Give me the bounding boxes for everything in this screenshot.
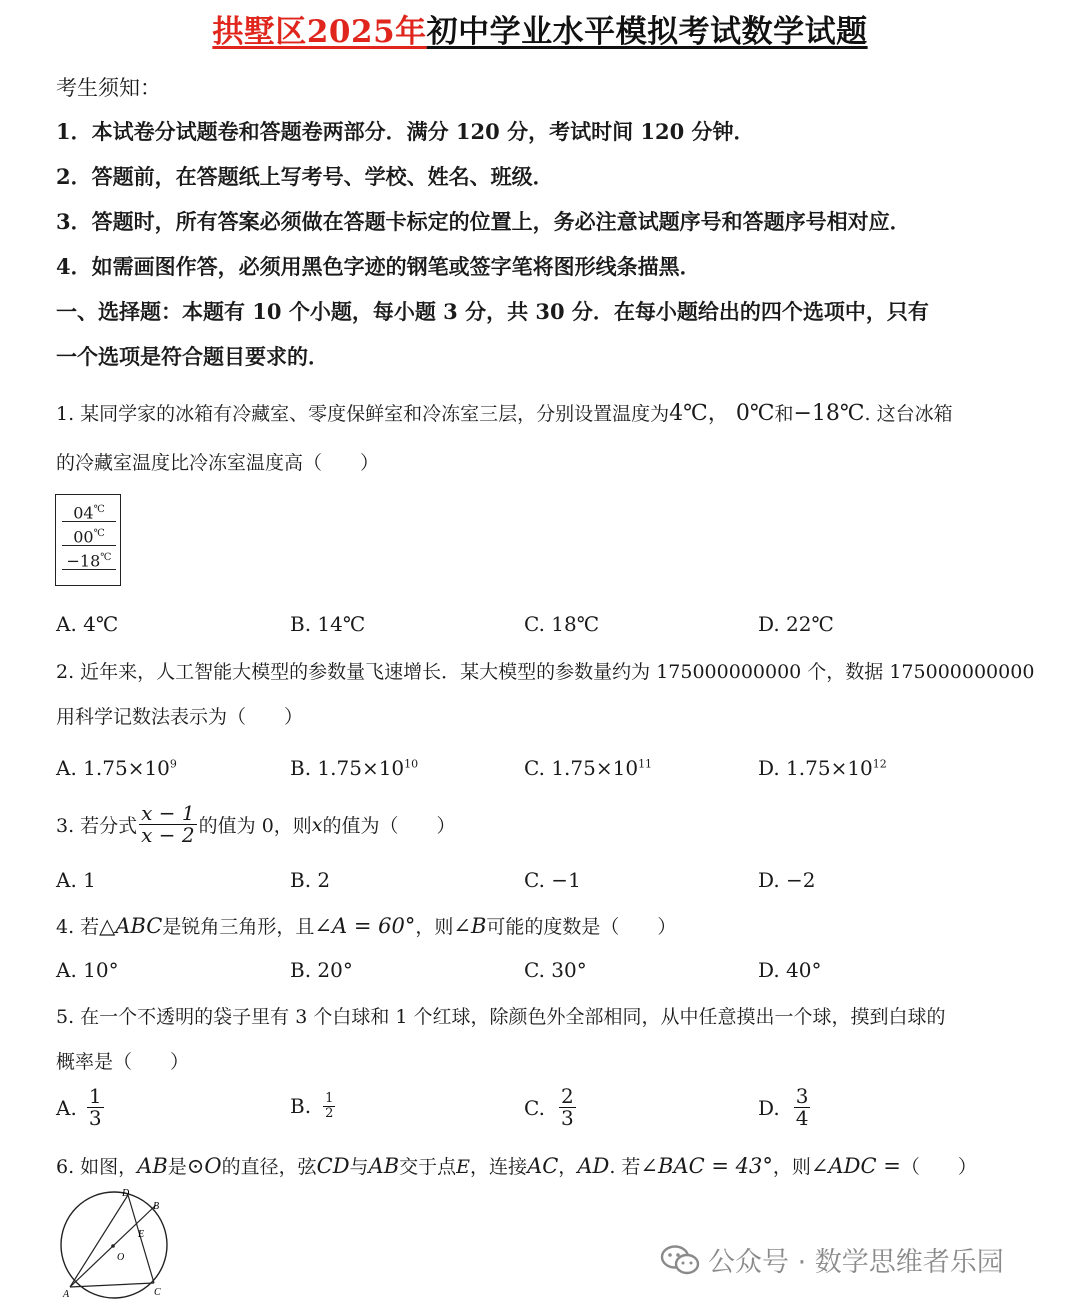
q5-option-a-num: 1 [88, 1084, 102, 1108]
q5-option-b [290, 1092, 337, 1120]
q2-line1: 2. 近年来，人工智能大模型的参数量飞速增长．某大模型的参数量约为 175000000000 个，数据 175000000000 [56, 661, 1035, 683]
q6-e: E [456, 1156, 471, 1178]
q5-option-c-label: C. [524, 1095, 545, 1120]
q6-text-1: 6. 如图， [56, 1156, 138, 1178]
q3-mid: 的值为 0，则 [198, 815, 312, 837]
segment-ac [70, 1283, 154, 1287]
q1-text-a: 1. 某同学家的冰箱有冷藏室、零度保鲜室和冷冻室三层，分别设置温度为 [56, 403, 670, 425]
q6-ac: AC [527, 1154, 559, 1178]
q5-option-d-fraction [794, 1086, 811, 1129]
q3-numerator: x − 1 [141, 801, 195, 825]
q1-option-b: B. 14℃ [290, 612, 366, 636]
q5-option-d-label: D. [758, 1095, 780, 1120]
fridge-row-1 [62, 498, 116, 522]
q3-var: x [311, 813, 323, 836]
fridge-temp-3: −18 [66, 551, 101, 571]
center-point [111, 1244, 115, 1248]
notice-item-4: 4．如需画图作答，必须用黑色字迹的钢笔或签字笔将图形线条描黑． [56, 254, 701, 279]
q6-ab-2: AB [368, 1154, 400, 1178]
q2-option-b-exp: 10 [404, 757, 419, 771]
q5-option-b-fraction [323, 1092, 335, 1120]
q6-text-2: 是 [167, 1156, 187, 1178]
q2-option-d-exp: 12 [872, 757, 887, 771]
section-heading-line2: 一个选项是符合题目要求的． [56, 344, 329, 369]
watermark [660, 1240, 1004, 1279]
label-e: E [138, 1229, 145, 1240]
q4-line [56, 912, 676, 939]
q5-option-d-den: 4 [795, 1106, 809, 1130]
q5-option-a [56, 1086, 106, 1129]
q2-option-c-exp: 11 [638, 757, 653, 771]
q4-prefix: 4. 若 [56, 916, 100, 938]
q5-option-b-num: 1 [325, 1091, 334, 1106]
q3-prefix: 3. 若分式 [56, 815, 138, 837]
notice-item-2: 2．答题前，在答题纸上写考号、学校、姓名、班级． [56, 164, 554, 189]
label-c: C [154, 1287, 161, 1298]
label-a: A [63, 1289, 70, 1300]
fridge-figure [55, 494, 121, 586]
q6-text-3: 的直径，弦 [221, 1156, 317, 1178]
q4-triangle: △ABC [99, 914, 163, 938]
q1-temp3: −18℃ [793, 401, 865, 426]
title-main: 初中学业水平模拟考试数学试题 [426, 14, 868, 50]
notice-item-1: 1．本试卷分试题卷和答题卷两部分．满分 120 分，考试时间 120 分钟． [56, 119, 755, 144]
q6-ab: AB [137, 1154, 168, 1178]
label-b: B [153, 1201, 160, 1212]
wechat-icon [660, 1244, 700, 1276]
q1-option-a: A. 4℃ [56, 612, 119, 636]
q4-angle-a: ∠A = 60° [314, 914, 416, 938]
q4-mid2: ，则 [415, 916, 454, 938]
q2-option-b-base: 1.75×10 [317, 756, 405, 780]
q2-option-a-label: A. [56, 756, 77, 780]
section-heading-line1: 一、选择题：本题有 10 个小题，每小题 3 分，共 30 分．在每小题给出的四个选项中，只有 [56, 299, 929, 324]
q1-option-c: C. 18℃ [524, 612, 600, 636]
q1-temp1: 4℃， [669, 401, 730, 426]
q2-line2: 用科学记数法表示为（ ） [56, 706, 304, 728]
title-district-year: 拱墅区2025年 [212, 14, 427, 50]
segment-ad [70, 1195, 128, 1287]
notice-item-3: 3．答题时，所有答案必须做在答题卡标定的位置上，务必注意试题序号和答题序号相对应． [56, 209, 911, 234]
q3-option-d: D. −2 [758, 868, 816, 892]
q5-option-d-num: 3 [795, 1084, 809, 1108]
q4-mid1: 是锐角三角形，且 [162, 916, 315, 938]
fridge-unit-2: ℃ [93, 528, 105, 539]
q6-text-8: . 若 [609, 1156, 641, 1178]
q2-option-b [290, 756, 418, 780]
q5-option-c-den: 3 [560, 1106, 574, 1130]
q3-option-a: A. 1 [56, 868, 96, 892]
fridge-row-3 [62, 546, 116, 570]
q2-option-b-label: B. [290, 756, 312, 780]
q4-angle-b: ∠B [453, 914, 487, 938]
q6-line [56, 1152, 977, 1179]
q2-option-c-label: C. [524, 756, 545, 780]
q6-text-10: （ ） [900, 1156, 977, 1178]
q5-option-c-num: 2 [560, 1084, 574, 1108]
q5-option-b-den: 2 [325, 1105, 334, 1121]
fridge-temp-2: 00 [73, 527, 94, 547]
q5-option-c [524, 1086, 578, 1129]
q3-line [56, 803, 456, 846]
watermark-text: 公众号 · 数学思维者乐园 [708, 1247, 1004, 1278]
q3-option-b: B. 2 [290, 868, 331, 892]
q2-option-c-base: 1.75×10 [551, 756, 639, 780]
q3-option-c: C. −1 [524, 868, 581, 892]
q6-angle-adc: ∠ADC = [810, 1154, 901, 1178]
q2-option-a [56, 756, 177, 780]
q1-option-d: D. 22℃ [758, 612, 834, 636]
label-o: O [117, 1252, 125, 1263]
q5-option-d [758, 1086, 812, 1129]
q6-text-6: ，连接 [470, 1156, 528, 1178]
q5-option-a-fraction [87, 1086, 104, 1129]
q5-option-a-label: A. [56, 1095, 77, 1120]
q3-suffix: 的值为（ ） [322, 815, 456, 837]
fridge-unit-1: ℃ [93, 504, 105, 515]
circle-geometry-figure [56, 1183, 172, 1301]
q4-option-a: A. 10° [56, 958, 119, 982]
q5-line2: 概率是（ ） [56, 1051, 190, 1073]
q2-option-d-base: 1.75×10 [786, 756, 873, 780]
q6-ad: AD [577, 1154, 610, 1178]
q6-text-5: 交于点 [399, 1156, 457, 1178]
fridge-temp-1: 04 [73, 503, 94, 523]
q2-option-a-base: 1.75×10 [83, 756, 170, 780]
label-d: D [122, 1188, 130, 1199]
q6-text-7: ， [558, 1156, 578, 1178]
q3-fraction [139, 803, 196, 846]
q6-text-4: 与 [349, 1156, 369, 1178]
fridge-unit-3: ℃ [100, 552, 112, 563]
q1-temp2: 0℃ [735, 401, 775, 426]
q5-option-c-fraction [559, 1086, 576, 1129]
q3-denominator: x − 2 [141, 823, 195, 847]
notice-heading: 考生须知： [56, 76, 161, 100]
q1-and: 和 [774, 403, 794, 425]
q2-option-c [524, 756, 652, 780]
q5-option-b-label: B. [290, 1094, 312, 1119]
q5-line1: 5. 在一个不透明的袋子里有 3 个白球和 1 个红球，除颜色外全部相同，从中任意摸出一个球，摸到白球的 [56, 1006, 946, 1028]
q1-line2: 的冷藏室温度比冷冻室温度高（ ） [56, 452, 380, 474]
q6-angle-bac: ∠BAC = 43° [640, 1154, 773, 1178]
q6-text-9: ，则 [772, 1156, 811, 1178]
q4-suffix: 可能的度数是（ ） [486, 916, 677, 938]
q2-option-a-exp: 9 [169, 757, 177, 771]
q4-option-d: D. 40° [758, 958, 822, 982]
q4-option-b: B. 20° [290, 958, 353, 982]
fridge-row-2 [62, 522, 116, 546]
q4-option-c: C. 30° [524, 958, 587, 982]
q5-option-a-den: 3 [88, 1106, 102, 1130]
q6-circle-o: ⊙O [186, 1154, 222, 1178]
q1-line1 [56, 396, 953, 427]
page-title [0, 6, 1080, 51]
q6-cd: CD [316, 1154, 350, 1178]
q2-option-d-label: D. [758, 756, 780, 780]
q2-option-d [758, 756, 887, 780]
q1-text-b: . 这台冰箱 [864, 403, 953, 425]
